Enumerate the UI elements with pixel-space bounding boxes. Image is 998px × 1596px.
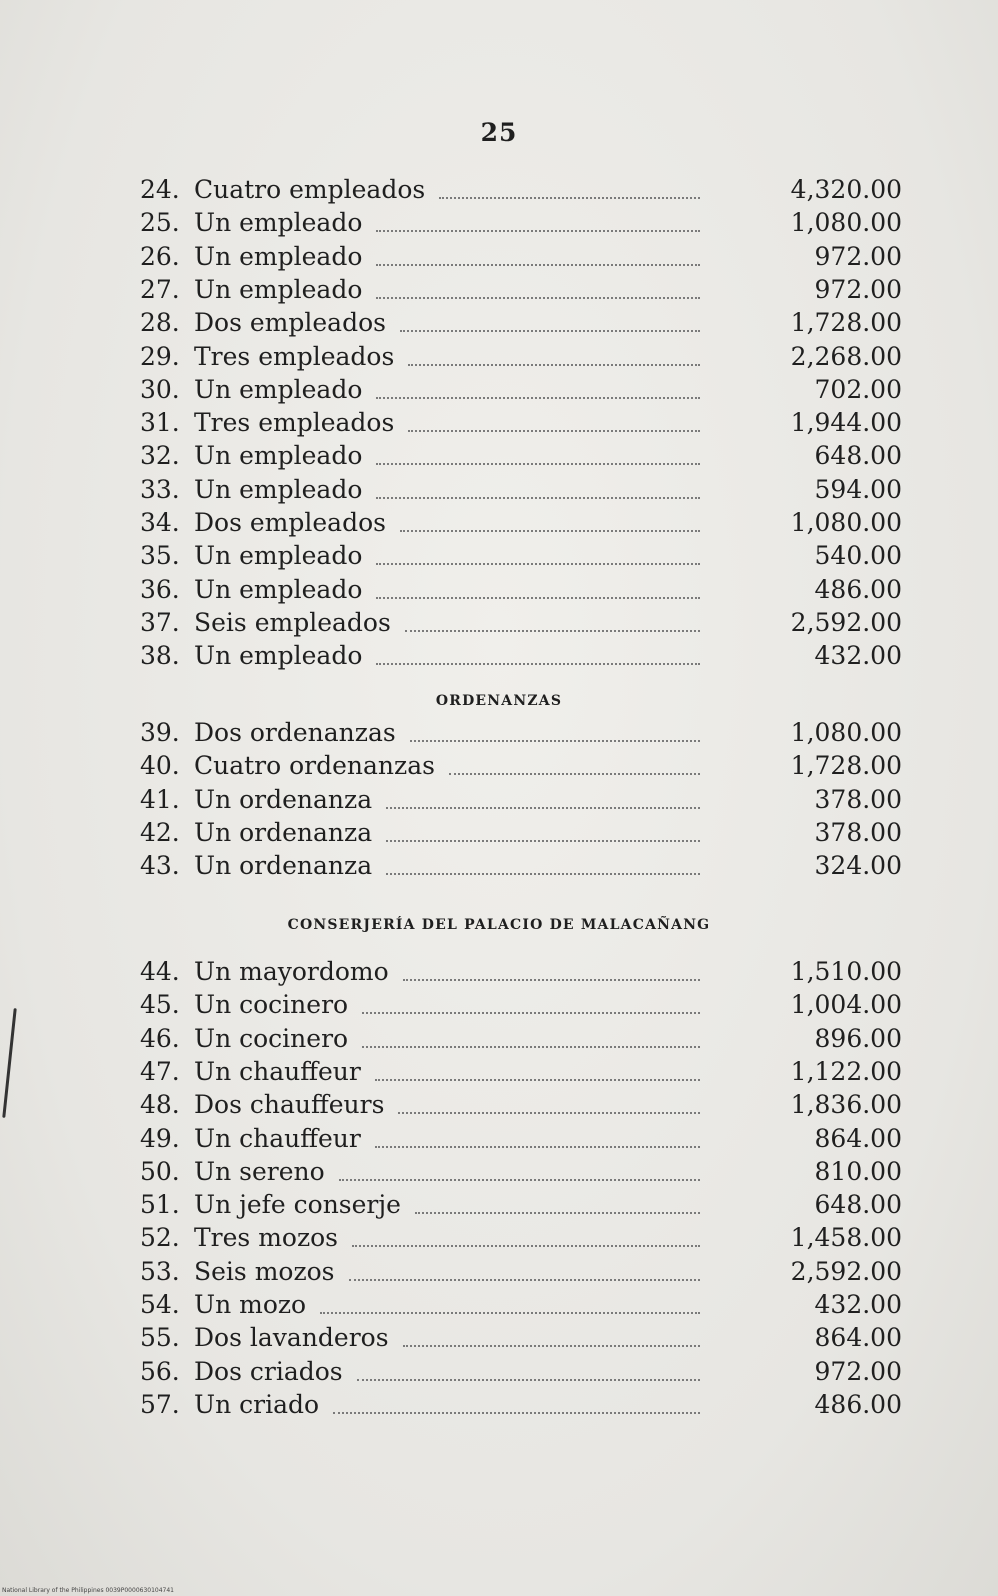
row-number: 35.: [140, 541, 180, 571]
row-amount: 432.00: [814, 641, 902, 671]
leader-dots: [376, 228, 700, 232]
row-amount: 486.00: [814, 574, 902, 604]
row-label: Seis empleados: [194, 607, 391, 637]
row-label: Un empleado: [194, 208, 363, 238]
row-number: 27.: [140, 274, 180, 304]
leader-dots: [405, 628, 700, 632]
list-row: [0, 373, 998, 406]
row-number: 38.: [140, 641, 180, 671]
row-number: 57.: [140, 1389, 180, 1419]
list-row: [0, 573, 998, 606]
list-row: [0, 955, 998, 988]
leader-dots: [400, 528, 700, 532]
list-row: [0, 1122, 998, 1155]
row-label: Un ordenanza: [194, 817, 373, 847]
leader-dots: [376, 661, 700, 665]
leader-dots: [408, 362, 700, 366]
list-row: [0, 406, 998, 439]
heading-conserjeria: CONSERJERÍA DEL PALACIO DE MALACAÑANG: [287, 917, 711, 933]
row-label: Un empleado: [194, 374, 363, 404]
leader-dots: [376, 395, 700, 399]
row-number: 50.: [140, 1156, 180, 1186]
row-number: 25.: [140, 208, 180, 238]
row-amount: 1,944.00: [790, 408, 902, 438]
row-amount: 648.00: [814, 441, 902, 471]
list-row: [0, 1321, 998, 1354]
row-label: Dos lavanderos: [194, 1323, 389, 1353]
row-amount: 486.00: [814, 1389, 902, 1419]
list-row: [0, 539, 998, 572]
list-row: [0, 749, 998, 782]
footer-credit: National Library of the Philippines 0039P0000630104741: [2, 1587, 174, 1594]
row-amount: 378.00: [814, 784, 902, 814]
row-label: Tres mozos: [194, 1223, 339, 1253]
list-row: [0, 606, 998, 639]
list-row: [0, 1022, 998, 1055]
row-number: 56.: [140, 1356, 180, 1386]
row-amount: 1,510.00: [790, 957, 902, 986]
row-label: Dos chauffeurs: [194, 1090, 385, 1120]
list-row: [0, 1155, 998, 1188]
leader-dots: [352, 1243, 700, 1247]
row-amount: 540.00: [814, 541, 902, 571]
row-amount: 1,080.00: [790, 208, 902, 238]
row-label: Seis mozos: [194, 1256, 335, 1286]
leader-dots: [386, 871, 700, 875]
row-label: Dos empleados: [194, 508, 386, 537]
row-amount: 896.00: [814, 1023, 902, 1053]
row-number: 32.: [140, 441, 180, 471]
row-number: 46.: [140, 1023, 180, 1053]
row-label: Un chauffeur: [194, 1123, 361, 1153]
leader-dots: [357, 1377, 700, 1381]
row-label: Un empleado: [194, 474, 363, 504]
row-label: Un ordenanza: [194, 851, 373, 881]
list-row: [0, 988, 998, 1021]
leader-dots: [403, 1343, 700, 1347]
leader-dots: [333, 1410, 700, 1414]
row-amount: 864.00: [814, 1123, 902, 1153]
leader-dots: [449, 771, 700, 775]
list-row: [0, 816, 998, 849]
leader-dots: [376, 295, 700, 299]
row-amount: 2,268.00: [790, 341, 902, 371]
list-row: [0, 1388, 998, 1421]
leader-dots: [386, 805, 700, 809]
row-label: Tres empleados: [194, 408, 395, 438]
row-label: Un empleado: [194, 541, 363, 571]
row-number: 41.: [140, 784, 180, 814]
list-row: [0, 1088, 998, 1121]
row-amount: 1,728.00: [790, 308, 902, 338]
leader-dots: [376, 262, 700, 266]
list-row: [0, 1221, 998, 1254]
row-label: Un chauffeur: [194, 1056, 361, 1086]
leader-dots: [398, 1110, 700, 1114]
row-label: Tres empleados: [194, 341, 395, 371]
row-label: Dos ordenanzas: [194, 718, 396, 747]
row-label: Cuatro empleados: [194, 175, 426, 204]
row-amount: 972.00: [814, 274, 902, 304]
leader-dots: [339, 1177, 700, 1181]
row-label: Un sereno: [194, 1156, 325, 1186]
row-number: 55.: [140, 1323, 180, 1353]
list-row: [0, 306, 998, 339]
row-label: Un criado: [194, 1389, 320, 1419]
row-label: Un empleado: [194, 274, 363, 304]
row-number: 33.: [140, 474, 180, 504]
list-row: [0, 783, 998, 816]
row-label: Dos empleados: [194, 308, 386, 338]
leader-dots: [439, 195, 700, 199]
row-number: 47.: [140, 1056, 180, 1086]
row-amount: 1,004.00: [790, 990, 902, 1020]
leader-dots: [410, 738, 700, 742]
row-amount: 594.00: [814, 474, 902, 504]
row-number: 42.: [140, 817, 180, 847]
row-amount: 972.00: [814, 241, 902, 271]
row-label: Un jefe conserje: [194, 1190, 401, 1220]
row-number: 53.: [140, 1256, 180, 1286]
list-row: [0, 473, 998, 506]
list-row: [0, 206, 998, 239]
row-number: 31.: [140, 408, 180, 438]
row-label: Un ordenanza: [194, 784, 373, 814]
row-number: 37.: [140, 607, 180, 637]
row-label: Un empleado: [194, 574, 363, 604]
list-row: [0, 1255, 998, 1288]
row-label: Un empleado: [194, 441, 363, 471]
leader-dots: [375, 1144, 700, 1148]
heading-ordenanzas: ORDENANZAS: [435, 693, 563, 709]
leader-dots: [375, 1077, 700, 1081]
row-amount: 1,080.00: [790, 508, 902, 537]
row-label: Un mayordomo: [194, 957, 389, 986]
list-row: [0, 273, 998, 306]
row-amount: 432.00: [814, 1290, 902, 1319]
list-row: [0, 1355, 998, 1388]
row-number: 49.: [140, 1123, 180, 1153]
row-amount: 1,080.00: [790, 718, 902, 747]
row-amount: 1,728.00: [790, 751, 902, 781]
row-number: 48.: [140, 1090, 180, 1120]
row-number: 52.: [140, 1223, 180, 1253]
row-amount: 2,592.00: [790, 1256, 902, 1286]
list-row: [0, 1288, 998, 1321]
leader-dots: [376, 595, 700, 599]
list-row: [0, 716, 998, 749]
leader-dots: [400, 328, 700, 332]
row-number: 39.: [140, 718, 180, 747]
leader-dots: [376, 561, 700, 565]
row-amount: 648.00: [814, 1190, 902, 1220]
leader-dots: [349, 1277, 700, 1281]
row-label: Un mozo: [194, 1290, 307, 1319]
list-row: [0, 340, 998, 373]
row-number: 29.: [140, 341, 180, 371]
row-label: Cuatro ordenanzas: [194, 751, 435, 781]
list-row: [0, 639, 998, 672]
list-row: [0, 1188, 998, 1221]
list-row: [0, 439, 998, 472]
row-label: Un cocinero: [194, 990, 349, 1020]
row-number: 44.: [140, 957, 180, 986]
row-amount: 972.00: [814, 1356, 902, 1386]
leader-dots: [415, 1210, 700, 1214]
row-amount: 324.00: [814, 851, 902, 881]
row-number: 30.: [140, 374, 180, 404]
leader-dots: [376, 461, 700, 465]
row-number: 36.: [140, 574, 180, 604]
row-amount: 1,122.00: [790, 1056, 902, 1086]
row-number: 45.: [140, 990, 180, 1020]
list-row: [0, 1055, 998, 1088]
row-number: 43.: [140, 851, 180, 881]
row-amount: 4,320.00: [790, 175, 902, 204]
row-amount: 702.00: [814, 374, 902, 404]
row-number: 40.: [140, 751, 180, 781]
row-number: 28.: [140, 308, 180, 338]
row-amount: 864.00: [814, 1323, 902, 1353]
row-amount: 378.00: [814, 817, 902, 847]
leader-dots: [376, 495, 700, 499]
page-number: 25: [480, 118, 518, 147]
row-label: Un cocinero: [194, 1023, 349, 1053]
row-number: 34.: [140, 508, 180, 537]
row-number: 54.: [140, 1290, 180, 1319]
leader-dots: [362, 1010, 700, 1014]
row-amount: 2,592.00: [790, 607, 902, 637]
list-row: [0, 240, 998, 273]
list-row: [0, 849, 998, 882]
row-label: Un empleado: [194, 641, 363, 671]
leader-dots: [362, 1044, 700, 1048]
leader-dots: [320, 1310, 700, 1314]
row-amount: 1,458.00: [790, 1223, 902, 1253]
row-number: 24.: [140, 175, 180, 204]
row-amount: 1,836.00: [790, 1090, 902, 1120]
row-number: 26.: [140, 241, 180, 271]
row-label: Dos criados: [194, 1356, 343, 1386]
row-number: 51.: [140, 1190, 180, 1220]
leader-dots: [403, 977, 700, 981]
list-row: [0, 173, 998, 206]
leader-dots: [386, 838, 700, 842]
row-label: Un empleado: [194, 241, 363, 271]
row-amount: 810.00: [814, 1156, 902, 1186]
list-row: [0, 506, 998, 539]
leader-dots: [408, 428, 700, 432]
